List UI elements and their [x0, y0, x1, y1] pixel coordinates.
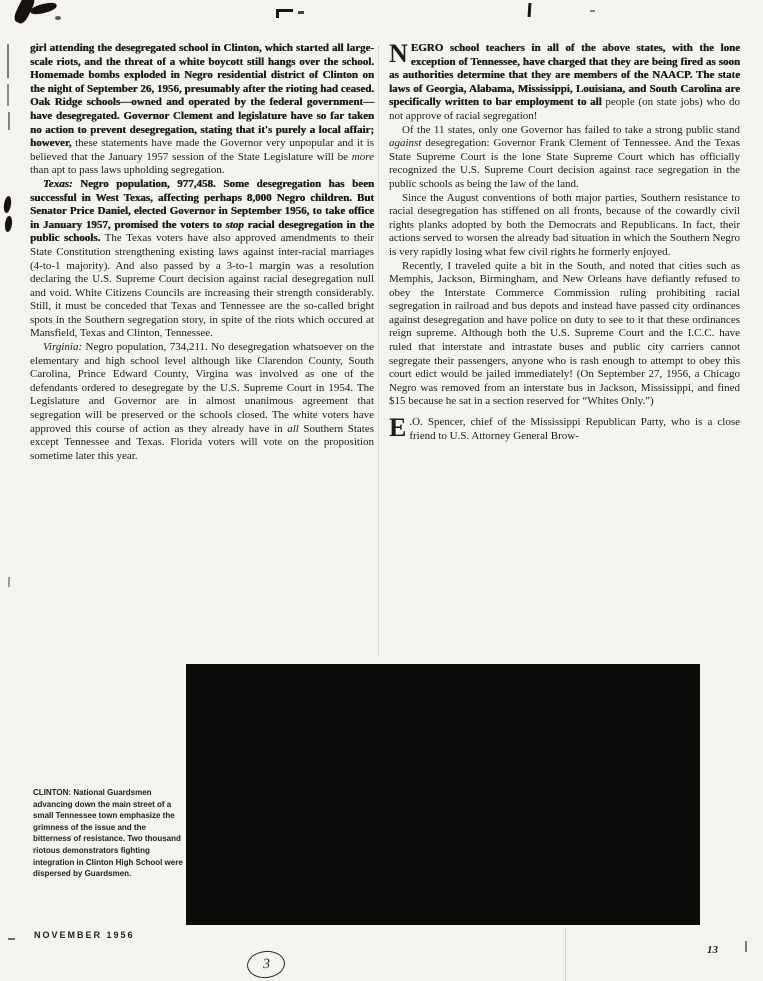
paragraph-text: EGRO school teachers in all of the above states, with the lone exception of Tennessee, have charged that they are being fired as soon as authorities determine that they are members of the NAACP. The state laws of Georgia, Alabama, Mississippi, Louisiana, and South Carolina are specifically written to bar employment to all people (on state jobs) who do not approve of racial segregation! [389, 42, 740, 122]
scan-artifact-gutter-fold-line [378, 46, 379, 656]
paragraph-travel: Recently, I traveled quite a bit in the South, and noted that cities such as Memphis, Jackson, Birmingham, and New Orleans have defiantly refused to obey the Interstate Commerce Commission ruling prohibiting racial segregation in railroad and bus depots and instead have passed city ordinances against desegregation and have police on duty to see to it that these ordinances reign supreme. Although both the U.S. Supreme Court and the I.C.C. have ruled that interstate and intrastate buses and public city carriers cannot segregate their passengers, anyone who is rash enough to attempt to obey this court edict would be jailed immediately! (On September 27, 1956, a Chicago Negro was removed from an interstate bus in Jackson, Mississippi, and fined $15 because he sat in a section reserved for “Whites Only.”) [389, 259, 740, 408]
drop-cap-n: N [389, 39, 408, 68]
photo-caption-label: CLINTON: [33, 788, 72, 797]
issue-date: NOVEMBER 1956 [34, 930, 135, 940]
left-column [30, 42, 374, 463]
photo-caption [33, 787, 183, 880]
handwritten-page-mark-digit: 3 [262, 956, 270, 972]
scan-artifact-speck [55, 16, 61, 20]
photo-clinton-guardsmen-dark [186, 664, 700, 925]
paragraph-spencer [389, 413, 740, 443]
paragraph-virginia: Virginia: Negro population, 734,211. No desegregation whatsoever on the elementary and high school level although like Clarendon County, South Carolina, Prince Edward County, Virgina was involved as one of the defendants ordered to desegregate by the U.S. Supreme Court in 1954. The Legislature and Governor are in almost unanimous agreement that segregation will be preserved or the schools closed. The white voters have approved this course of action as they already have in all Southern States except Tennessee and Texas. Florida voters will vote on the proposition sometime later this year. [30, 341, 375, 462]
paragraph-conventions: Since the August conventions of both major parties, Southern resistance to racial desegregation has stiffened on all fronts, because of the cowardly civil rights planks adopted by both the Democrats and Republicans. In fact, their actions served to worsen the already bad situation in which the Southern Negro is very rapidly losing what few civil rights he formerly enjoyed. [389, 191, 740, 258]
right-column [389, 39, 740, 443]
scan-artifact-speck [590, 10, 595, 12]
handwritten-page-mark [246, 949, 287, 980]
scan-artifact-dash [745, 941, 747, 952]
paragraph-text: .O. Spencer, chief of the Mississippi Republican Party, who is a close friend to U.S. Attorney General Brow- [409, 416, 740, 442]
paragraph-negro-teachers [389, 39, 740, 124]
paragraph-governors: Of the 11 states, only one Governor has failed to take a strong public stand against desegregation: Governor Frank Clement of Tennessee. And the Texas State Supreme Court is the lone State Supreme Court which has officially recognized the U.S. Supreme Court decision against race segregation in the public schools as being the law of the land. [389, 123, 740, 190]
scan-artifact-margin-line [7, 84, 9, 106]
scan-artifact-margin-line [7, 44, 9, 78]
photo-caption-text: National Guardsmen advancing down the main street of a small Tennessee town emphasize the grimness of the issue and the bitterness of resistance. Two thousand riotous demonstrators fighting integration in Clinton High School were dispersed by Guardsmen. [33, 788, 183, 879]
scan-artifact-dash [8, 938, 15, 940]
drop-cap-e: E [389, 413, 407, 443]
scan-artifact-speck [298, 11, 304, 14]
scan-artifact-margin-line [8, 112, 10, 130]
scan-artifact-ink-blob [3, 196, 13, 214]
scan-artifact-crease [565, 928, 566, 981]
paragraph-clinton-continued: girl attending the desegregated school in Clinton, which started all large-scale riots, and the threat of a white boycott still hangs over the school. Homemade bombs exploded in Negro residential district of Clinton on the night of September 26, 1956, presumably after the rioting had ceased. Oak Ridge schools—owned and operated by the federal government—have desegregated. Governor Clement and legislature have so far taken no action to prevent desegregation, stating that it's purely a local affair; however, these statements have made the Governor very unpopular and it is believed that the January 1957 session of the State Legislature will be more than apt to pass laws upholding segregation. [30, 42, 374, 177]
paragraph-texas: Texas: Negro population, 977,458. Some desegregation has been successful in West Texas, affecting perhaps 8,000 Negro children. But Senator Price Daniel, elected Governor in September 1956, to take office in January 1957, promised the voters to stop racial desegregation in the public schools. The Texas voters have also approved amendments to their State Constitution strengthening existing laws against inter-racial marriages (4-to-1 majority). And also passed by a 3-to-1 margin was a resolution declaring the U.S. Supreme Court decision against racial desegregation null and void. White Citizens Councils are increasing their strength considerably. Still, it must be conceded that Texas and Tennessee are the so-called bright spots in the Southern segregation story, in spite of the riots which occured at Mansfield, Texas and Clinton, Tennessee. [30, 177, 374, 340]
page-number: 13 [707, 944, 718, 956]
scan-artifact-dash [528, 3, 532, 17]
scan-artifact-tick-mark [276, 9, 279, 18]
scan-artifact-ink-blob [4, 216, 13, 233]
scan-artifact-dash [8, 577, 10, 587]
